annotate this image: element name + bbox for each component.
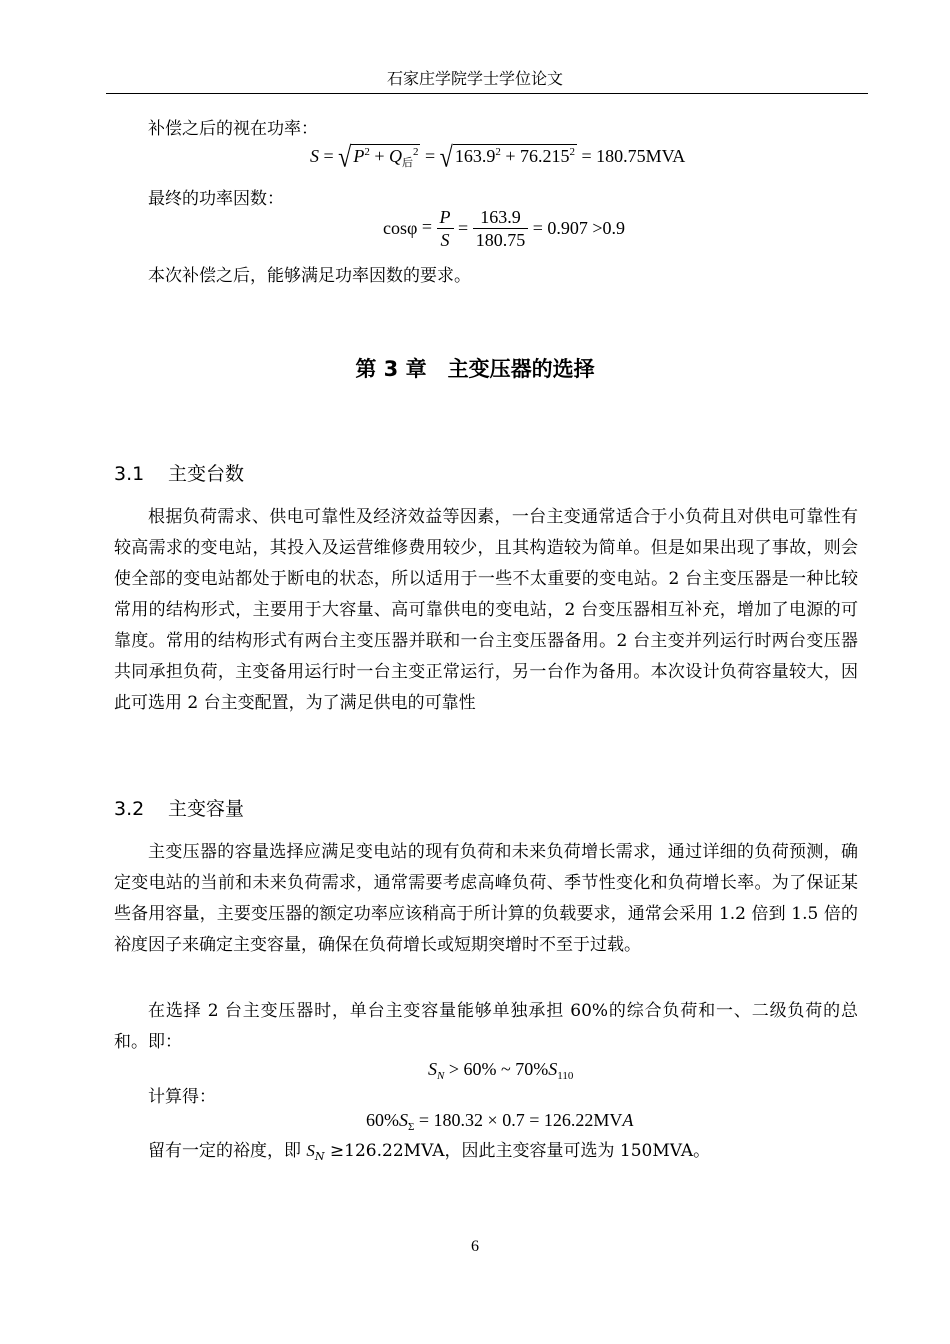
section-3-2-paragraph-1: 主变压器的容量选择应满足变电站的现有负荷和未来负荷增长需求，通过详细的负荷预测，确定变电站的当前和未来负荷需求，通常需要考虑高峰负荷、季节性变化和负荷增长率。为了保证某些备用容量，主要变压器的额定功率应该稍高于所计算的负载要求，通常会采用 1.2 倍到 1.5 倍的裕度因子来确定主变容量，确保在负荷增长或短期突增时不至于过载。 xyxy=(114,842,858,955)
header-rule xyxy=(106,93,868,94)
section-number: 3.2 xyxy=(114,798,145,820)
running-header: 石家庄学院学士学位论文 xyxy=(386,69,563,88)
section-title: 主变容量 xyxy=(168,798,245,820)
equation-power-factor: cosφ = $\frac{P}{S}$ = $\frac{163.9}{180.75}$ = 0.907 >0.9 xyxy=(383,207,626,250)
eq2-frac-symbolic: $\frac{P}{S}$ xyxy=(437,206,454,251)
section-3-1-paragraph: 根据负荷需求、供电可靠性及经济效益等因素，一台主变通常适合于小负荷且对供电可靠性有较高需求的变电站，其投入及运营维修费用较少，且其构造较为简单。但是如果出现了事故，则会使全部的变电站都处于断电的状态，所以适用于一些不太重要的变电站。2 台主变压器是一种比较常用的结构形式，主要用于大容量、高可靠供电的变电站，2 台变压器相互补充，增加了电源的可靠度。常用的结构形式有两台主变压器并联和一台主变压器备用。2 台主变并列运行时两台变压器共同承担负荷，主变备用运行时一台主变正常运行，另一台作为备用。本次设计负荷容量较大，因此可选用 2 台主变配置，为了满足供电的可靠性 xyxy=(114,507,858,713)
eq1-sqrt-1: √ $P^2 + Q_后^2$ xyxy=(338,142,419,174)
calc-label: 计算得： xyxy=(148,1087,216,1107)
eq2-lhs: cosφ xyxy=(383,218,418,238)
equation-capacity-range: $S_N > 60\%$ ~ $70\%S_{110}$ xyxy=(428,1059,574,1082)
eq2-frac-values: $\frac{163.9}{180.75}$ xyxy=(473,206,529,251)
equation-capacity-calc: $60\%S_\Sigma = 180.32 \times 0.7 = 126.22MVA$ xyxy=(366,1110,634,1133)
eq2-result: = 0.907 >0.9 xyxy=(532,218,626,238)
chapter-title: 第 3 章 主变压器的选择 xyxy=(355,357,595,381)
section-3-2-paragraph-2: 在选择 2 台主变压器时，单台主变容量能够单独承担 60%的综合负荷和一、二级负荷的总和。即： xyxy=(114,1001,858,1052)
final-capacity-text: 留有一定的裕度，即 $S_N \ge 126.22MVA$，因此主变容量可选为 150MVA。 xyxy=(148,1141,711,1163)
section-title: 主变台数 xyxy=(168,463,245,485)
equation-apparent-power: S = √ $P^2 + Q_后^2$ = √ $163.9^2 + 76.215^2 = 180.75MVA$ xyxy=(310,142,686,174)
page-number: 6 xyxy=(471,1238,479,1255)
section-heading-3-1 xyxy=(114,460,244,488)
power-factor-label: 最终的功率因数： xyxy=(148,189,284,209)
eq1-result: = 180.75MVA xyxy=(581,146,686,166)
eq1-sqrt-2: √ $163.9^2 + 76.215^2$ xyxy=(439,142,575,174)
apparent-power-label: 补偿之后的视在功率： xyxy=(148,119,318,139)
conclusion-text: 本次补偿之后，能够满足功率因数的要求。 xyxy=(148,266,471,286)
section-number: 3.1 xyxy=(114,463,145,485)
section-heading-3-2 xyxy=(114,795,244,823)
eq1-lhs: S xyxy=(310,146,319,166)
